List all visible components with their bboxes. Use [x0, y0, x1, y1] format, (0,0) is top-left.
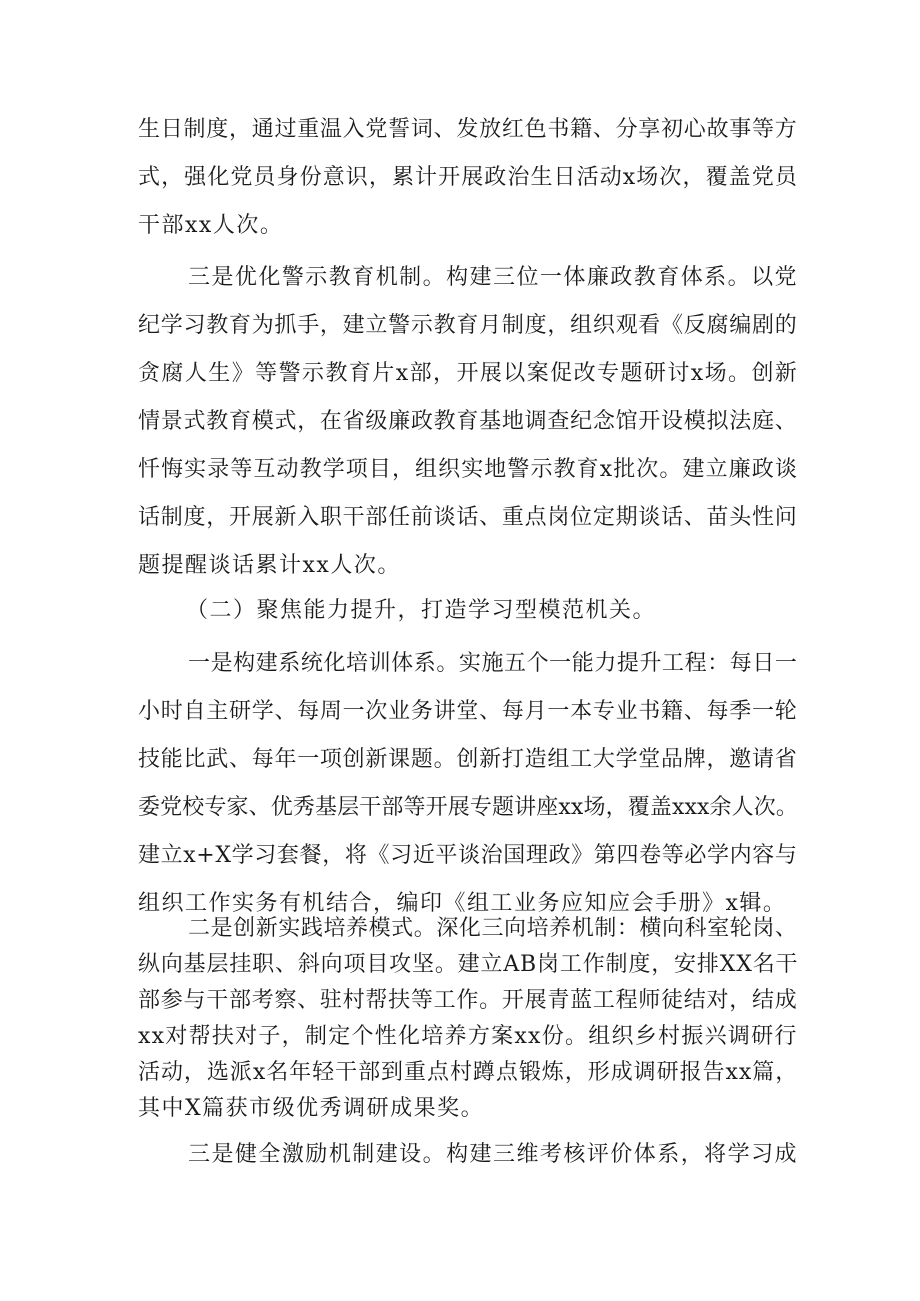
- text-line: 纪学习教育为抓手，建立警示教育月制度，组织观看《反腐编剧的: [138, 313, 798, 338]
- text-line: 其中X篇获市级优秀调研成果奖。: [138, 1096, 485, 1121]
- text-line: 活动，选派x名年轻干部到重点村蹲点锻炼，形成调研报告xx篇，: [138, 1060, 799, 1085]
- section-heading: （二）聚焦能力提升，打造学习型模范机关。: [186, 598, 657, 623]
- text-line: 情景式教育模式，在省级廉政教育基地调查纪念馆开设模拟法庭、: [138, 409, 798, 434]
- paragraph-warning-education: [138, 254, 798, 590]
- text-line: 生日制度，通过重温入党誓词、发放红色书籍、分享初心故事等方: [138, 117, 798, 142]
- text-line: 建立x+X学习套餐，将《习近平谈治国理政》第四卷等必学内容与: [138, 843, 798, 868]
- paragraph-political-birthday: [138, 106, 798, 250]
- text-line: 干部xx人次。: [138, 213, 284, 238]
- text-line: 组织工作实务有机结合，编印《组工业务应知应会手册》x辑。: [138, 891, 787, 916]
- text-line: 贪腐人生》等警示教育片x部，开展以案促改专题研讨x场。创新: [138, 361, 799, 386]
- text-line: 式，强化党员身份意识，累计开展政治生日活动x场次，覆盖党员: [138, 165, 798, 190]
- text-line: 话制度，开展新入职干部任前谈话、重点岗位定期谈话、苗头性问: [138, 505, 798, 530]
- text-line: 委党校专家、优秀基层干部等开展专题讲座xx场，覆盖xxx余人次。: [138, 795, 799, 820]
- paragraph-practice-training: [138, 911, 798, 1127]
- text-line: 三是健全激励机制建设。构建三维考核评价体系，将学习成: [188, 1142, 799, 1167]
- text-line: 小时自主研学、每周一次业务讲堂、每月一本专业书籍、每季一轮: [138, 699, 798, 724]
- text-line: 一是构建系统化培训体系。实施五个一能力提升工程：每日一: [188, 651, 798, 676]
- text-line: 二是创新实践培养模式。深化三向培养机制：横向科室轮岗、: [188, 916, 798, 941]
- text-line: 技能比武、每年一项创新课题。创新打造组工大学堂品牌，邀请省: [138, 747, 798, 772]
- text-line: xx对帮扶对子，制定个性化培养方案xx份。组织乡村振兴调研行: [138, 1024, 798, 1049]
- paragraph-training-system: [138, 640, 798, 928]
- paragraph-incentive-mechanism: [138, 1131, 798, 1179]
- text-line: 忏悔实录等互动教学项目，组织实地警示教育x批次。建立廉政谈: [138, 457, 798, 482]
- text-line: 题提醒谈话累计xx人次。: [138, 553, 401, 578]
- text-line: 部参与干部考察、驻村帮扶等工作。开展青蓝工程师徒结对，结成: [138, 988, 798, 1013]
- text-line: 三是优化警示教育机制。构建三位一体廉政教育体系。以党: [188, 265, 799, 290]
- text-line: 纵向基层挂职、斜向项目攻坚。建立AB岗工作制度，安排XX名干: [138, 952, 799, 977]
